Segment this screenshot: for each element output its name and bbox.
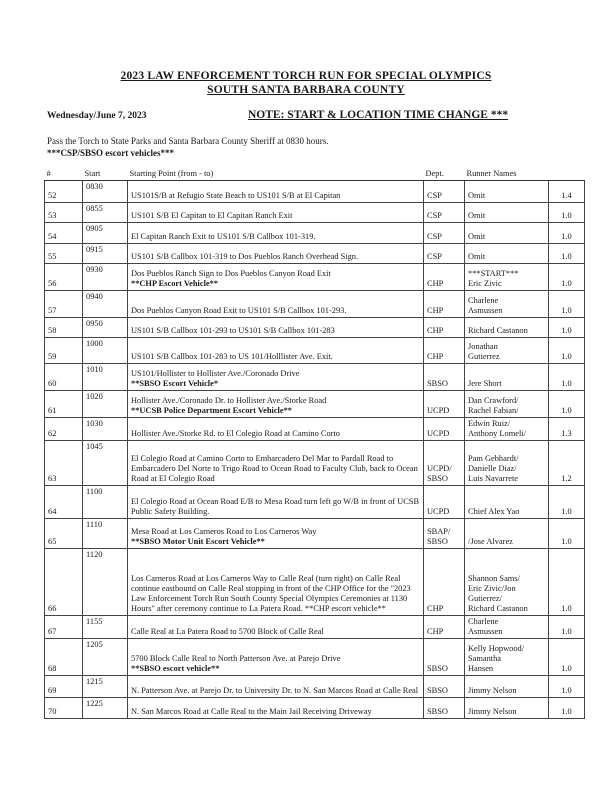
starting-point xyxy=(128,203,424,223)
miles: 1.0 xyxy=(549,549,585,616)
starting-point xyxy=(128,676,424,698)
start-time: 0905 xyxy=(83,223,128,244)
starting-point xyxy=(128,418,424,441)
miles: 1.0 xyxy=(549,639,585,676)
table-row xyxy=(45,418,585,441)
runner-name: Gutierrez/ xyxy=(468,594,502,603)
runner-names xyxy=(465,264,549,291)
row-number: 67 xyxy=(45,616,83,639)
miles: 1.0 xyxy=(549,391,585,418)
escort-note: **CHP Escort Vehicle** xyxy=(131,279,218,288)
department: CHP xyxy=(424,264,465,291)
starting-point xyxy=(128,364,424,391)
route-text: Dos Pueblos Ranch Sign to Dos Pueblos Canyon Road Exit xyxy=(131,269,331,278)
department: UCPD xyxy=(424,486,465,519)
department: CSP xyxy=(424,203,465,223)
runner-name: Jere Short xyxy=(468,379,502,388)
miles: 1.0 xyxy=(549,486,585,519)
table-row xyxy=(45,698,585,719)
row-number: 58 xyxy=(45,318,83,338)
starting-point xyxy=(128,698,424,719)
row-number: 66 xyxy=(45,549,83,616)
runner-names xyxy=(465,391,549,418)
runner-name: Asmussen xyxy=(468,306,503,315)
runner-names xyxy=(465,338,549,364)
route-text: N. Patterson Ave. at Parejo Dr. to University Dr. to N. San Marcos Road at Calle Real xyxy=(131,686,419,695)
row-number: 55 xyxy=(45,244,83,264)
runner-name: Jimmy Nelson xyxy=(468,707,517,716)
department: SBSO xyxy=(424,676,465,698)
miles: 1.0 xyxy=(549,698,585,719)
runner-name: Luis Navarrete xyxy=(468,474,518,483)
starting-point xyxy=(128,181,424,203)
runner-name: Omit xyxy=(468,211,486,220)
department: SBSO xyxy=(424,639,465,676)
miles: 1.0 xyxy=(549,318,585,338)
document-title: 2023 LAW ENFORCEMENT TORCH RUN FOR SPECIAL OLYMPICS xyxy=(120,70,492,82)
runner-name: Richard Castanon xyxy=(468,604,528,613)
runner-names xyxy=(465,291,549,318)
runner-names xyxy=(465,223,549,244)
row-number: 54 xyxy=(45,223,83,244)
miles: 1.0 xyxy=(549,223,585,244)
miles: 1.0 xyxy=(549,203,585,223)
starting-point xyxy=(128,616,424,639)
column-header-start: Start xyxy=(83,168,128,181)
table-row xyxy=(45,244,585,264)
department: CSP xyxy=(424,244,465,264)
runner-names xyxy=(465,441,549,486)
time-change-note: NOTE: START & LOCATION TIME CHANGE *** xyxy=(248,109,509,121)
starting-point xyxy=(128,549,424,616)
department: CHP xyxy=(424,616,465,639)
row-number: 60 xyxy=(45,364,83,391)
runner-names xyxy=(465,519,549,549)
table-row xyxy=(45,519,585,549)
runner-name: Shannon Sams/ xyxy=(468,574,520,583)
table-row xyxy=(45,549,585,616)
department: SBSO xyxy=(424,364,465,391)
starting-point xyxy=(128,441,424,486)
miles: 1.3 xyxy=(549,418,585,441)
starting-point xyxy=(128,391,424,418)
runner-name: /Jose Alvarez xyxy=(468,537,513,546)
runner-names xyxy=(465,203,549,223)
torch-run-schedule-table xyxy=(44,168,585,719)
miles: 1.0 xyxy=(549,244,585,264)
runner-name: Pam Gebhardt/ xyxy=(468,454,519,463)
route-text: Hollister Ave./Coronado Dr. to Hollister Ave./Storke Road xyxy=(131,396,327,405)
document-subtitle: SOUTH SANTA BARBARA COUNTY xyxy=(207,84,405,96)
start-time: 1020 xyxy=(83,391,128,418)
runner-names xyxy=(465,486,549,519)
department: CHP xyxy=(424,549,465,616)
start-time: 0930 xyxy=(83,264,128,291)
start-time: 0950 xyxy=(83,318,128,338)
runner-name: Danielle Diaz/ xyxy=(468,464,517,473)
miles: 1.0 xyxy=(549,291,585,318)
runner-name: Edwin Ruiz/ xyxy=(468,419,511,428)
table-row xyxy=(45,318,585,338)
start-time: 1000 xyxy=(83,338,128,364)
column-header-runners: Runner Names xyxy=(465,168,549,181)
runner-name: Richard Castanon xyxy=(468,326,528,335)
start-time: 1100 xyxy=(83,486,128,519)
department: SBAP/ SBSO xyxy=(424,519,465,549)
start-time: 1215 xyxy=(83,676,128,698)
route-text: US101 S/B El Capitan to El Capitan Ranch Exit xyxy=(131,211,293,220)
route-text: US101/Hollister to Hollister Ave./Coronado Drive xyxy=(131,369,300,378)
start-time: 0830 xyxy=(83,181,128,203)
start-time: 1030 xyxy=(83,418,128,441)
starting-point xyxy=(128,264,424,291)
route-text: N. San Marcos Road at Calle Real to the Main Jail Receiving Driveway xyxy=(131,707,372,716)
runner-name: Charlene xyxy=(468,617,499,626)
department: CSP xyxy=(424,181,465,203)
route-text: Los Carneros Road at Los Carneros Way to Calle Real (turn right) on Calle Real continue eastbound on Calle Real stopping in front of the CHP Office for the "2023 Law Enforcement Torch Run South County Special Olympics Ceremonies at 1130 Hours" after ceremony continue to La Patera Road. **CHP escort vehicle** xyxy=(131,574,411,613)
runner-names xyxy=(465,418,549,441)
runner-names xyxy=(465,616,549,639)
department: UCPD xyxy=(424,418,465,441)
table-row xyxy=(45,181,585,203)
route-text: Mesa Road at Los Carneros Road to Los Carneros Way xyxy=(131,527,317,536)
miles: 1.2 xyxy=(549,441,585,486)
table-row xyxy=(45,676,585,698)
column-header-starting-point: Starting Point (from - to) xyxy=(128,168,424,181)
runner-name: Omit xyxy=(468,191,486,200)
runner-name: Hansen xyxy=(468,664,494,673)
route-text: US101S/B at Refugio State Beach to US101 S/B at El Capitan xyxy=(131,191,341,200)
runner-name: Charlene xyxy=(468,296,499,305)
runner-names xyxy=(465,364,549,391)
miles: 1.0 xyxy=(549,364,585,391)
table-row xyxy=(45,364,585,391)
starting-point xyxy=(128,291,424,318)
start-time: 1225 xyxy=(83,698,128,719)
escort-instruction: ***CSP/SBSO escort vehicles*** xyxy=(47,148,174,158)
table-row xyxy=(45,639,585,676)
department: CHP xyxy=(424,338,465,364)
row-number: 64 xyxy=(45,486,83,519)
route-text: 5700 Block Calle Real to North Patterson Ave. at Parejo Drive xyxy=(131,654,341,663)
runner-names xyxy=(465,181,549,203)
escort-note: **SBSO Motor Unit Escort Vehicle** xyxy=(131,537,265,546)
table-row xyxy=(45,223,585,244)
row-number: 53 xyxy=(45,203,83,223)
start-time: 1155 xyxy=(83,616,128,639)
runner-names xyxy=(465,244,549,264)
handoff-instruction: Pass the Torch to State Parks and Santa Barbara County Sheriff at 0830 hours. xyxy=(47,136,329,146)
row-number: 65 xyxy=(45,519,83,549)
row-number: 57 xyxy=(45,291,83,318)
row-number: 61 xyxy=(45,391,83,418)
route-text: US101 S/B Callbox 101-319 to Dos Pueblos Ranch Overhead Sign. xyxy=(131,252,359,261)
runner-name: Omit xyxy=(468,232,486,241)
table-row xyxy=(45,616,585,639)
row-number: 52 xyxy=(45,181,83,203)
start-time: 0855 xyxy=(83,203,128,223)
runner-names xyxy=(465,639,549,676)
runner-names xyxy=(465,318,549,338)
table-row xyxy=(45,291,585,318)
route-text: El Colegio Road at Ocean Road E/B to Mesa Road turn left go W/B in front of UCSB Public Safety Building. xyxy=(131,497,420,516)
runner-name: Jonathan xyxy=(468,342,498,351)
start-time: 0940 xyxy=(83,291,128,318)
route-text: El Colegio Road at Camino Corto to Embarcadero Del Mar to Pardall Road to Embarcadero Del Norte to Trigo Road to Ocean Road to Faculty Club, back to Ocean Road at El Colegio Road xyxy=(131,454,418,483)
table-row xyxy=(45,264,585,291)
event-date: Wednesday/June 7, 2023 xyxy=(47,111,147,121)
table-row xyxy=(45,203,585,223)
department: SBSO xyxy=(424,698,465,719)
route-text: Dos Pueblos Canyon Road Exit to US101 S/B Callbox 101-293. xyxy=(131,306,347,315)
start-time: 0915 xyxy=(83,244,128,264)
miles: 1.0 xyxy=(549,519,585,549)
start-time: 1205 xyxy=(83,639,128,676)
start-time: 1120 xyxy=(83,549,128,616)
runner-name: Rachel Fabian/ xyxy=(468,406,519,415)
starting-point xyxy=(128,318,424,338)
runner-name: Asmussen xyxy=(468,627,503,636)
department: CHP xyxy=(424,318,465,338)
route-text: Calle Real at La Patera Road to 5700 Block of Calle Real xyxy=(131,627,324,636)
department: CHP xyxy=(424,291,465,318)
starting-point xyxy=(128,519,424,549)
escort-note: **UCSB Police Department Escort Vehicle** xyxy=(131,406,292,415)
runner-names xyxy=(465,549,549,616)
runner-name: Dan Crawford/ xyxy=(468,396,519,405)
runner-name: Chief Alex Yao xyxy=(468,507,520,516)
row-number: 59 xyxy=(45,338,83,364)
starting-point xyxy=(128,639,424,676)
miles: 1.0 xyxy=(549,264,585,291)
miles: 1.0 xyxy=(549,616,585,639)
miles: 1.0 xyxy=(549,676,585,698)
row-number: 56 xyxy=(45,264,83,291)
route-text: US101 S/B Callbox 101-293 to US101 S/B Callbox 101-283 xyxy=(131,326,335,335)
row-number: 70 xyxy=(45,698,83,719)
route-text: US101 S/B Callbox 101-283 to US 101/Holllister Ave. Exit. xyxy=(131,352,333,361)
department: CSP xyxy=(424,223,465,244)
start-time: 1110 xyxy=(83,519,128,549)
runner-name: Kelly Hopwood/ xyxy=(468,644,525,653)
starting-point xyxy=(128,486,424,519)
department: UCPD/ SBSO xyxy=(424,441,465,486)
column-header-number: # xyxy=(45,168,83,181)
runner-name: Omit xyxy=(468,252,486,261)
runner-names xyxy=(465,676,549,698)
table-row xyxy=(45,391,585,418)
table-row xyxy=(45,338,585,364)
start-time: 1045 xyxy=(83,441,128,486)
table-row xyxy=(45,441,585,486)
row-number: 62 xyxy=(45,418,83,441)
table-row xyxy=(45,486,585,519)
runner-name: ***START*** xyxy=(468,269,519,278)
table-header-row xyxy=(45,168,585,181)
row-number: 63 xyxy=(45,441,83,486)
miles: 1.0 xyxy=(549,338,585,364)
runner-name: Samantha xyxy=(468,654,502,663)
runner-name: Eric Zivic xyxy=(468,279,502,288)
starting-point xyxy=(128,244,424,264)
department: UCPD xyxy=(424,391,465,418)
runner-name: Jimmy Nelson xyxy=(468,686,517,695)
start-time: 1010 xyxy=(83,364,128,391)
runner-name: Gutierrez xyxy=(468,352,500,361)
escort-note: **SBSO escort vehicle** xyxy=(131,664,220,673)
row-number: 69 xyxy=(45,676,83,698)
column-header-miles xyxy=(549,168,585,181)
miles: 1.4 xyxy=(549,181,585,203)
escort-note: **SBSO Escort Vehicle* xyxy=(131,379,219,388)
route-text: El Capitan Ranch Exit to US101 S/B Callbox 101-319. xyxy=(131,232,316,241)
runner-names xyxy=(465,698,549,719)
starting-point xyxy=(128,223,424,244)
runner-name: Anthony Lomeli/ xyxy=(468,429,526,438)
route-text: Hollister Ave./Storke Rd. to El Colegio Road at Camino Corto xyxy=(131,429,340,438)
column-header-dept: Dept. xyxy=(424,168,465,181)
starting-point xyxy=(128,338,424,364)
runner-name: Eric Zivic/Jon xyxy=(468,584,516,593)
row-number: 68 xyxy=(45,639,83,676)
